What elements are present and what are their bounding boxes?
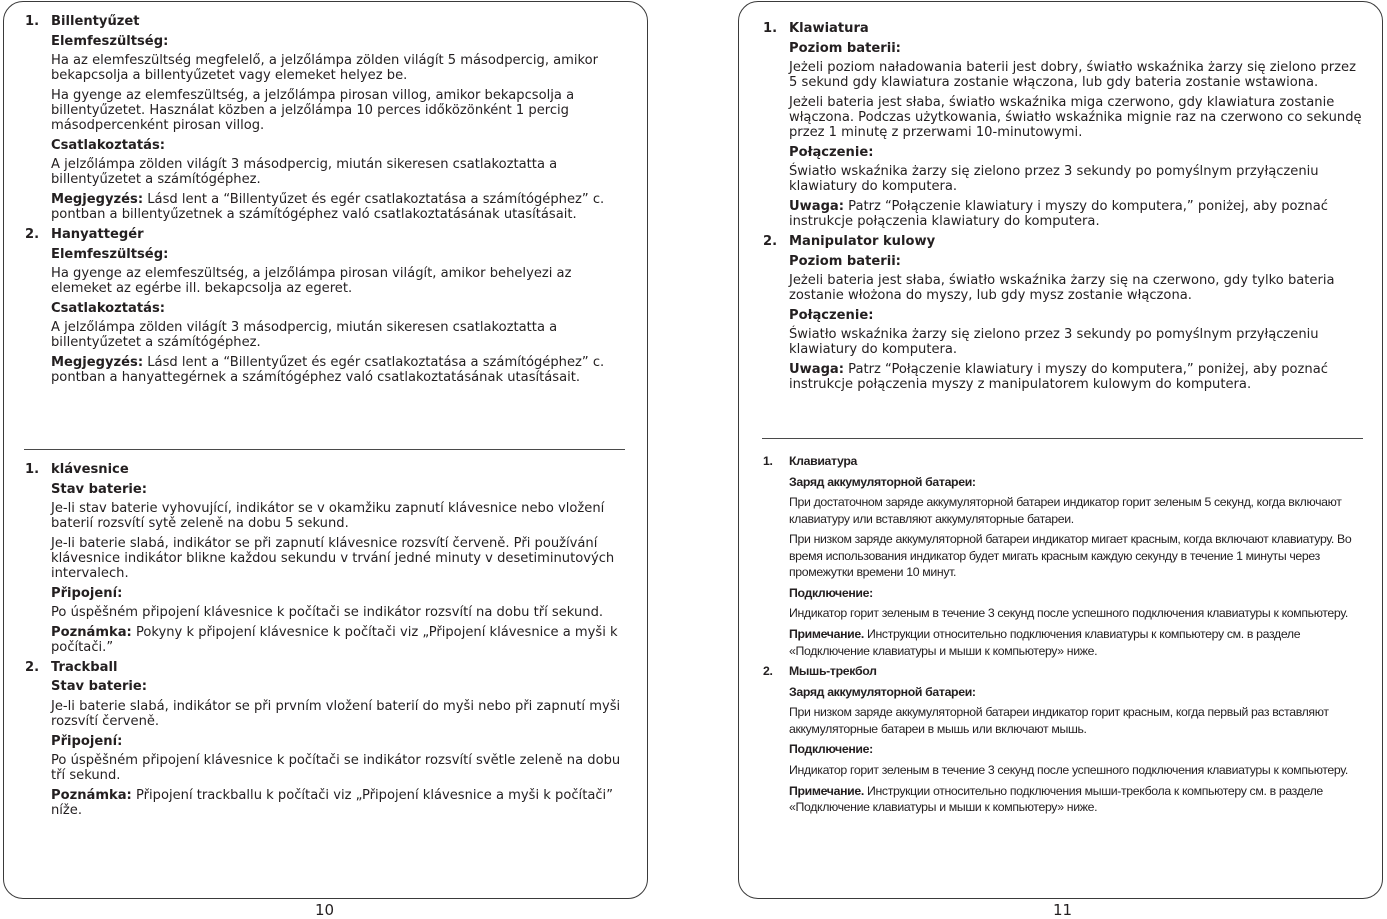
subheading: Заряд аккумуляторной батареи: xyxy=(789,684,976,699)
note-paragraph xyxy=(51,625,625,655)
subheading: Подключение: xyxy=(789,742,873,757)
subheading: Poziom baterii: xyxy=(789,40,901,56)
note-label: Примечание. xyxy=(789,783,864,798)
subheading: Poziom baterii: xyxy=(789,253,901,269)
subheading: Połączenie: xyxy=(789,144,874,160)
paragraph: Światło wskaźnika żarzy się zielono przez 3 sekundy po pomyślnym przyłączeniu klawiatury do komputera. xyxy=(789,164,1319,195)
left-section-divider xyxy=(24,449,625,450)
note-paragraph xyxy=(789,199,1364,229)
paragraph: Po úspěšném připojení klávesnice k počítači se indikátor rozsvítí na dobu tří sekund. xyxy=(51,605,604,621)
item-number: 1. xyxy=(763,454,773,468)
paragraph: Ha gyenge az elemfeszültség, a jelzőlámpa pirosan villog, amikor bekapcsolja a billentyűzetet. Használat közben a jelzőlámpa 10 perces időközönként 1 percig másodpercenként pirosan villog. xyxy=(51,87,575,134)
right-section-divider xyxy=(762,438,1363,439)
subheading: Elemfeszültség: xyxy=(51,246,169,262)
paragraph: Je-li baterie slabá, indikátor se při prvním vložení baterií do myši nebo při zapnutí myši rozsvítí červeně. xyxy=(51,698,621,729)
item-title: Billentyűzet xyxy=(51,14,140,29)
numbered-item xyxy=(25,227,625,385)
hungarian-section xyxy=(25,14,625,390)
subheading: Заряд аккумуляторной батареи: xyxy=(789,474,976,489)
numbered-item xyxy=(763,21,1364,229)
item-number: 2. xyxy=(763,664,773,679)
paragraph: Jeżeli bateria jest słaba, światło wskaźnika miga czerwono, gdy klawiatura zostanie włączona. Podczas użytkowania, światło wskaźnika mignie raz na czerwono co sekundę przez 1 minutę z przerwami 10-minutowymi. xyxy=(789,94,1362,141)
paragraph: Jeżeli poziom naładowania baterii jest dobry, światło wskaźnika żarzy się zielono przez 5 sekund gdy klawiatura zostanie włączona, lub gdy bateria zostanie wstawiona. xyxy=(789,59,1356,91)
paragraph: Po úspěšném připojení klávesnice k počítači se indikátor rozsvítí světle zeleně na dobu tří sekund. xyxy=(51,752,621,783)
item-number: 2. xyxy=(25,226,40,242)
item-number: 1. xyxy=(763,21,778,36)
item-title: Manipulator kulowy xyxy=(789,233,936,249)
page-number-left: 10 xyxy=(315,901,335,919)
note-label: Poznámka: xyxy=(51,624,132,640)
russian-section xyxy=(763,453,1364,820)
numbered-item xyxy=(763,663,1364,815)
note-paragraph xyxy=(51,192,625,222)
paragraph: Je-li stav baterie vyhovující, indikátor se v okamžiku zapnutí klávesnice nebo vložení baterií rozsvítí sytě zeleně na dobu 5 sekund. xyxy=(51,500,605,532)
item-number: 1. xyxy=(25,14,40,29)
paragraph: A jelzőlámpa zölden világít 3 másodpercig, miután sikeresen csatlakoztatta a billentyűzetet a számítógéphez. xyxy=(51,319,558,351)
item-title: Мышь-трекбол xyxy=(789,664,877,679)
paragraph: При низком заряде аккумуляторной батареи индикатор горит красным, когда первый раз вставляют аккумуляторные батареи в мышь или включают мышь. xyxy=(789,705,1329,736)
numbered-item xyxy=(763,453,1364,659)
note-paragraph xyxy=(51,788,625,818)
subheading: Подключение: xyxy=(789,585,873,600)
note-text: Patrz “Połączenie klawiatury i myszy do komputera,” poniżej, aby poznać instrukcje połączenia myszy z manipulatorem kulowym do komputera. xyxy=(789,361,1328,393)
note-paragraph xyxy=(789,626,1364,659)
note-paragraph xyxy=(789,783,1364,816)
czech-section xyxy=(25,462,625,823)
note-paragraph xyxy=(789,362,1364,392)
subheading: Csatlakoztatás: xyxy=(51,300,166,316)
note-text: Lásd lent a “Billentyűzet és egér csatlakoztatása a számítógéphez” c. pontban a hanyattegérnek a számítógéphez való csatlakoztatásának utasításait. xyxy=(51,354,605,386)
item-title: klávesnice xyxy=(51,462,129,477)
note-label: Uwaga: xyxy=(789,361,845,377)
polish-section xyxy=(763,21,1364,397)
note-label: Uwaga: xyxy=(789,199,845,215)
subheading: Połączenie: xyxy=(789,307,874,323)
note-text: Lásd lent a “Billentyűzet és egér csatlakoztatása a számítógéphez” c. pontban a billentyűzetnek a számítógéphez való csatlakoztatásának utasításait. xyxy=(51,192,605,223)
paragraph: При достаточном заряде аккумуляторной батареи индикатор горит зеленым 5 секунд, когда включают клавиатуру или вставляют аккумуляторные батареи. xyxy=(789,495,1342,526)
numbered-item xyxy=(763,234,1364,392)
note-text: Инструкции относительно подключения клавиатуры к компьютеру см. в разделе «Подключение клавиатуры и мыши к компьютеру» ниже. xyxy=(789,627,1301,658)
paragraph: Ha gyenge az elemfeszültség, a jelzőlámpa pirosan világít, amikor behelyezi az elemeket az egérbe ill. bekapcsolja az egeret. xyxy=(51,265,572,297)
item-number: 1. xyxy=(25,462,40,477)
note-text: Pokyny k připojení klávesnice k počítači viz „Připojení klávesnice a myši k počítači.” xyxy=(51,624,618,656)
item-title: Trackball xyxy=(51,659,118,675)
numbered-item xyxy=(25,14,625,222)
paragraph: При низком заряде аккумуляторной батареи индикатор мигает красным, когда включают клавиатуру. Во время использования индикатор будет мигать красным каждую секунду в течение 1 минуты через промежутки времени 10 минут. xyxy=(789,532,1352,580)
paragraph: Światło wskaźnika żarzy się zielono przez 3 sekundy po pomyślnym przyłączeniu klawiatury do komputera. xyxy=(789,326,1319,358)
subheading: Připojení: xyxy=(51,733,123,749)
item-title: Клавиатура xyxy=(789,454,857,468)
subheading: Připojení: xyxy=(51,585,123,601)
numbered-item xyxy=(25,462,625,655)
note-label: Megjegyzés: xyxy=(51,192,144,208)
note-text: Инструкции относительно подключения мыши-трекбола к компьютеру см. в разделе «Подключение клавиатуры и мыши к компьютеру» ниже. xyxy=(789,783,1323,815)
page-number-right: 11 xyxy=(1053,901,1073,919)
paragraph: Индикатор горит зеленым в течение 3 секунд после успешного подключения клавиатуры к компьютеру. xyxy=(789,762,1348,777)
paragraph: Jeżeli bateria jest słaba, światło wskaźnika żarzy się na czerwono, gdy tylko bateria zostanie włożona do myszy, lub gdy mysz zostanie włączona. xyxy=(789,272,1335,304)
note-text: Připojení trackballu k počítači viz „Připojení klávesnice a myši k počítači” níže. xyxy=(51,787,613,818)
item-title: Hanyattegér xyxy=(51,226,144,242)
item-number: 2. xyxy=(763,233,778,249)
note-text: Patrz “Połączenie klawiatury i myszy do komputera,” poniżej, aby poznać instrukcje połączenia klawiatury do komputera. xyxy=(789,199,1328,230)
subheading: Csatlakoztatás: xyxy=(51,137,166,153)
item-title: Klawiatura xyxy=(789,21,869,36)
note-paragraph xyxy=(51,355,625,385)
subheading: Elemfeszültség: xyxy=(51,33,169,49)
paragraph: Ha az elemfeszültség megfelelő, a jelzőlámpa zölden világít 5 másodpercig, amikor bekapcsolja a billentyűzetet vagy elemeket helyez be. xyxy=(51,52,599,84)
note-label: Megjegyzés: xyxy=(51,354,144,370)
subheading: Stav baterie: xyxy=(51,481,148,497)
item-number: 2. xyxy=(25,659,40,675)
note-label: Примечание. xyxy=(789,627,864,642)
paragraph: A jelzőlámpa zölden világít 3 másodpercig, miután sikeresen csatlakoztatta a billentyűzetet a számítógéphez. xyxy=(51,157,558,188)
paragraph: Je-li baterie slabá, indikátor se při zapnutí klávesnice rozsvítí červeně. Při používání klávesnice indikátor blikne každou sekundu v trvání jedné minuty v desetiminutových intervalech. xyxy=(51,535,615,582)
subheading: Stav baterie: xyxy=(51,679,148,695)
paragraph: Индикатор горит зеленым в течение 3 секунд после успешного подключения клавиатуры к компьютеру. xyxy=(789,606,1348,621)
note-label: Poznámka: xyxy=(51,787,132,803)
numbered-item xyxy=(25,660,625,818)
